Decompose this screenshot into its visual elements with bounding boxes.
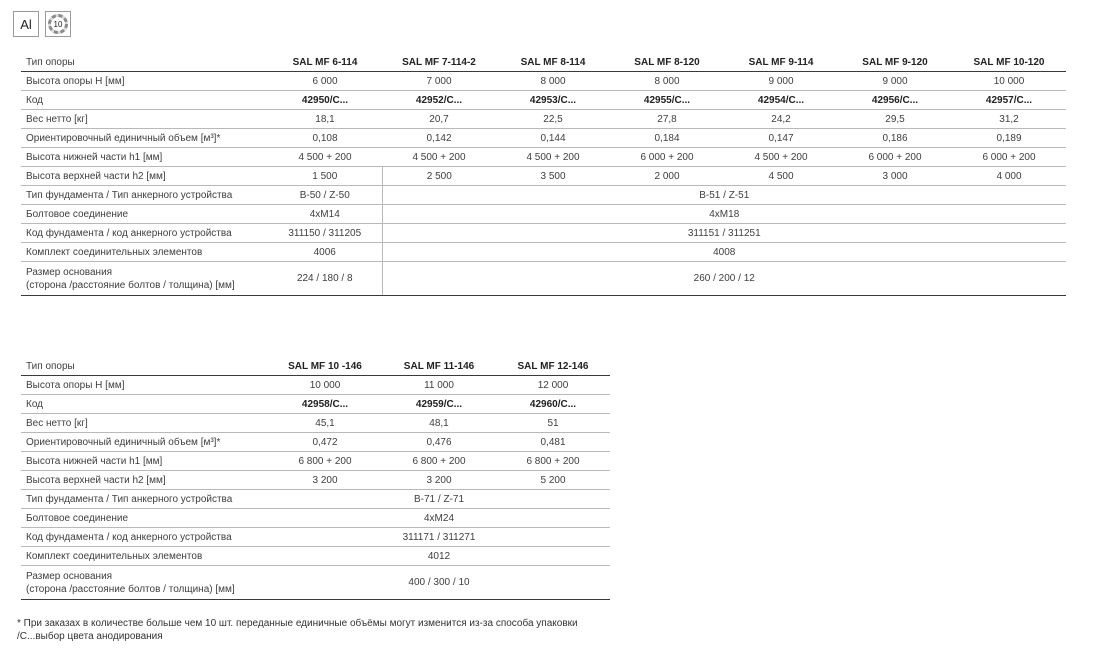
row-label: Код фундамента / код анкерного устройства <box>21 224 268 243</box>
table-cell: 6 800 + 200 <box>496 452 610 471</box>
table-cell: 311150 / 311205 <box>268 224 382 243</box>
table-cell: 6 000 <box>268 72 382 91</box>
table-cell: 6 000 + 200 <box>838 148 952 167</box>
table-row <box>21 91 1066 110</box>
table-cell: 9 000 <box>838 72 952 91</box>
table-row <box>21 452 610 471</box>
table-cell: 10 000 <box>952 72 1066 91</box>
merged-cell: 4xM24 <box>268 509 610 528</box>
material-aluminium-badge <box>13 11 39 37</box>
column-header: SAL MF 6-114 <box>268 53 382 72</box>
table-cell: 27,8 <box>610 110 724 129</box>
badges <box>13 11 71 37</box>
column-header: SAL MF 9-120 <box>838 53 952 72</box>
table-row <box>21 262 1066 296</box>
table-cell: 48,1 <box>382 414 496 433</box>
column-header: SAL MF 12-146 <box>496 357 610 376</box>
header-label: Тип опоры <box>21 53 268 72</box>
table-cell: 42953/C... <box>496 91 610 110</box>
row-label: Болтовое соединение <box>21 205 268 224</box>
row-label: Код фундамента / код анкерного устройства <box>21 528 268 547</box>
table-header-row <box>21 357 610 376</box>
table-cell: 4 500 + 200 <box>382 148 496 167</box>
row-label: Болтовое соединение <box>21 509 268 528</box>
table-row <box>21 490 610 509</box>
row-label: Высота нижней части h1 [мм] <box>21 452 268 471</box>
table-cell: 0,147 <box>724 129 838 148</box>
table-cell: 42957/C... <box>952 91 1066 110</box>
table-cell: 0,108 <box>268 129 382 148</box>
table-cell: 7 000 <box>382 72 496 91</box>
merged-cell: 260 / 200 / 12 <box>382 262 1066 296</box>
column-header: SAL MF 10-120 <box>952 53 1066 72</box>
row-label: Вес нетто [кг] <box>21 110 268 129</box>
table-cell: 42952/C... <box>382 91 496 110</box>
row-label <box>21 262 268 296</box>
table-row <box>21 129 1066 148</box>
merged-cell: 4012 <box>268 547 610 566</box>
table-cell: 22,5 <box>496 110 610 129</box>
footnotes <box>17 617 578 643</box>
table-cell: 4xM14 <box>268 205 382 224</box>
table-cell: 24,2 <box>724 110 838 129</box>
table-cell: 4 000 <box>952 167 1066 186</box>
column-header: SAL MF 11-146 <box>382 357 496 376</box>
base-label-line1: Размер основания <box>26 266 113 278</box>
table-cell: 5 200 <box>496 471 610 490</box>
row-label: Ориентировочный единичный объем [м³]* <box>21 129 268 148</box>
column-header: SAL MF 8-120 <box>610 53 724 72</box>
row-label: Вес нетто [кг] <box>21 414 268 433</box>
pack-quantity-badge <box>45 11 71 37</box>
table-cell: 42958/C... <box>268 395 382 414</box>
footnote-color: /C...выбор цвета анодирования <box>17 631 163 642</box>
table-row <box>21 414 610 433</box>
table-row <box>21 167 1066 186</box>
table-cell: 9 000 <box>724 72 838 91</box>
table-cell: 0,144 <box>496 129 610 148</box>
table-cell: 42960/C... <box>496 395 610 414</box>
column-header: SAL MF 10 -146 <box>268 357 382 376</box>
table-cell: 4 500 + 200 <box>496 148 610 167</box>
merged-cell: B-51 / Z-51 <box>382 186 1066 205</box>
column-header: SAL MF 9-114 <box>724 53 838 72</box>
table-cell: 42955/C... <box>610 91 724 110</box>
table-cell: 2 000 <box>610 167 724 186</box>
base-label-line2: (сторона /расстояние болтов / толщина) [мм] <box>26 279 235 291</box>
table-cell: 6 000 + 200 <box>610 148 724 167</box>
merged-cell: B-71 / Z-71 <box>268 490 610 509</box>
row-label: Высота верхней части h2 [мм] <box>21 471 268 490</box>
table-row <box>21 186 1066 205</box>
row-label <box>21 566 268 600</box>
row-label: Код <box>21 91 268 110</box>
row-label: Высота опоры H [мм] <box>21 376 268 395</box>
row-label: Ориентировочный единичный объем [м³]* <box>21 433 268 452</box>
table-cell: 42956/C... <box>838 91 952 110</box>
table-cell: 10 000 <box>268 376 382 395</box>
row-label: Тип фундамента / Тип анкерного устройства <box>21 186 268 205</box>
base-label-line2: (сторона /расстояние болтов / толщина) [мм] <box>26 583 235 595</box>
table-cell: 31,2 <box>952 110 1066 129</box>
table-cell: 45,1 <box>268 414 382 433</box>
pole-spec-table-1 <box>21 53 1066 296</box>
table-cell: 2 500 <box>382 167 496 186</box>
table-cell: 51 <box>496 414 610 433</box>
table-cell: 18,1 <box>268 110 382 129</box>
table-cell: 8 000 <box>496 72 610 91</box>
table-cell: 11 000 <box>382 376 496 395</box>
base-label-line1: Размер основания <box>26 570 113 582</box>
table-cell: 42959/C... <box>382 395 496 414</box>
row-label: Комплект соединительных элементов <box>21 547 268 566</box>
table-cell: 6 000 + 200 <box>952 148 1066 167</box>
table-cell: 4 500 + 200 <box>724 148 838 167</box>
table-cell: 1 500 <box>268 167 382 186</box>
table-cell: 8 000 <box>610 72 724 91</box>
table-cell: 3 000 <box>838 167 952 186</box>
table-cell: 0,481 <box>496 433 610 452</box>
table-row <box>21 395 610 414</box>
column-header: SAL MF 8-114 <box>496 53 610 72</box>
table-cell: 42954/C... <box>724 91 838 110</box>
merged-cell: 4xM18 <box>382 205 1066 224</box>
table-cell: 0,186 <box>838 129 952 148</box>
table-row <box>21 148 1066 167</box>
table-header-row <box>21 53 1066 72</box>
row-label: Комплект соединительных элементов <box>21 243 268 262</box>
table-cell: 4006 <box>268 243 382 262</box>
footnote-volume: * При заказах в количестве больше чем 10 шт. переданные единичные объёмы могут изменится из-за способа упаковки <box>17 618 578 629</box>
table-row <box>21 509 610 528</box>
table-cell: 224 / 180 / 8 <box>268 262 382 296</box>
pole-spec-table-2 <box>21 357 610 600</box>
table-cell: 0,142 <box>382 129 496 148</box>
merged-cell: 311151 / 311251 <box>382 224 1066 243</box>
table-cell: 42950/C... <box>268 91 382 110</box>
row-label: Высота верхней части h2 [мм] <box>21 167 268 186</box>
table-cell: B-50 / Z-50 <box>268 186 382 205</box>
table-cell: 6 800 + 200 <box>382 452 496 471</box>
table-cell: 12 000 <box>496 376 610 395</box>
merged-cell: 311171 / 311271 <box>268 528 610 547</box>
table-cell: 3 200 <box>268 471 382 490</box>
table-row <box>21 205 1066 224</box>
table-cell: 29,5 <box>838 110 952 129</box>
table-row <box>21 433 610 452</box>
table-cell: 0,184 <box>610 129 724 148</box>
column-header: SAL MF 7-114-2 <box>382 53 496 72</box>
table-cell: 3 500 <box>496 167 610 186</box>
header-label: Тип опоры <box>21 357 268 376</box>
table-row <box>21 376 610 395</box>
table-cell: 3 200 <box>382 471 496 490</box>
ring-label: 10 <box>53 19 63 29</box>
table-row <box>21 243 1066 262</box>
table-row <box>21 566 610 600</box>
material-label: Al <box>20 16 32 32</box>
merged-cell: 400 / 300 / 10 <box>268 566 610 600</box>
table-row <box>21 528 610 547</box>
table-cell: 4 500 <box>724 167 838 186</box>
table-cell: 6 800 + 200 <box>268 452 382 471</box>
table-row <box>21 224 1066 243</box>
table-row <box>21 110 1066 129</box>
merged-cell: 4008 <box>382 243 1066 262</box>
table-cell: 4 500 + 200 <box>268 148 382 167</box>
table-cell: 0,472 <box>268 433 382 452</box>
row-label: Код <box>21 395 268 414</box>
row-label: Высота опоры H [мм] <box>21 72 268 91</box>
table-row <box>21 471 610 490</box>
row-label: Высота нижней части h1 [мм] <box>21 148 268 167</box>
table-row <box>21 72 1066 91</box>
table-cell: 0,476 <box>382 433 496 452</box>
table-row <box>21 547 610 566</box>
row-label: Тип фундамента / Тип анкерного устройства <box>21 490 268 509</box>
table-cell: 0,189 <box>952 129 1066 148</box>
table-cell: 20,7 <box>382 110 496 129</box>
